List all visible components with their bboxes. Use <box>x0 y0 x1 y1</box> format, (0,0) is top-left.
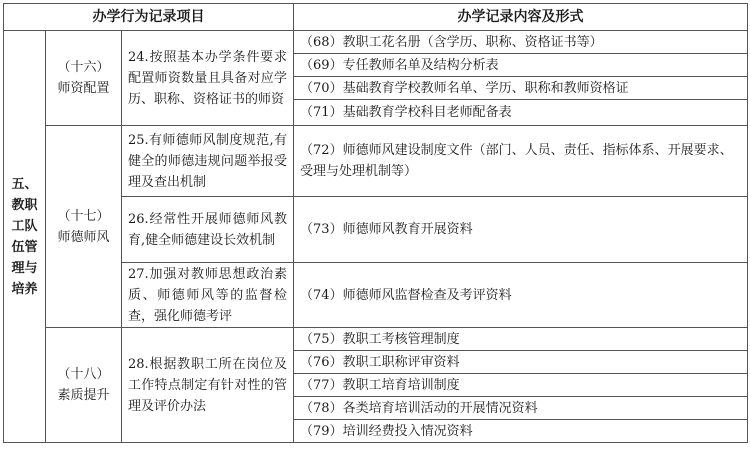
group-cell <box>46 328 122 443</box>
group-name: 素质提升 <box>57 388 110 403</box>
item-text: 26.经常性开展师德师风教育,健全师德建设长效机制 <box>122 197 294 263</box>
section-label-line: 五、 <box>11 176 38 192</box>
records-table <box>3 3 748 443</box>
item-text: 25.有师德师风制度规范,有健全的师德违规问题举报受理及查出机制 <box>122 126 294 197</box>
record-item: （76）教职工职称评审资料 <box>294 351 748 374</box>
item-text: 24.按照基本办学条件要求配置师资数量且具备对应学历、职称、资格证书的师资 <box>122 31 294 126</box>
section-label <box>4 31 46 443</box>
record-item: （78）各类培育培训活动的开展情况资料 <box>294 397 748 420</box>
section-label-line: 教职 <box>11 197 38 213</box>
section-label-line: 伍管 <box>11 239 38 255</box>
record-item: （68）教职工花名册（含学历、职称、资格证书等） <box>294 31 748 54</box>
group-cell <box>46 31 122 126</box>
section-label-line: 理与 <box>11 260 38 276</box>
group-number: （十八） <box>57 367 110 382</box>
group-number: （十六） <box>57 60 110 75</box>
record-item: （73）师德师风教育开展资料 <box>294 197 748 263</box>
record-item: （69）专任教师名单及结构分析表 <box>294 54 748 77</box>
record-item: （74）师德师风监督检查及考评资料 <box>294 263 748 328</box>
section-label-line: 工队 <box>11 218 38 234</box>
item-text: 28.根据教职工所在岗位及工作特点制定有针对性的管理及评价办法 <box>122 328 294 443</box>
group-name: 师资配置 <box>57 81 110 96</box>
item-text: 27.加强对教师思想政治素质、师德师风等的监督检查，强化师德考评 <box>122 263 294 328</box>
group-cell <box>46 126 122 328</box>
group-name: 师德师风 <box>57 229 110 245</box>
record-item: （72）师德师风建设制度文件（部门、人员、责任、指标体系、开展要求、受理与处理机制等） <box>294 126 748 197</box>
group-number: （十七） <box>57 208 110 224</box>
record-item: （75）教职工考核管理制度 <box>294 328 748 351</box>
record-item: （71）基础教育学校科目老师配备表 <box>294 100 748 126</box>
record-item: （70）基础教育学校教师名单、学历、职称和教师资格证 <box>294 77 748 100</box>
header-right: 办学记录内容及形式 <box>294 4 748 31</box>
record-item: （79）培训经费投入情况资料 <box>294 420 748 443</box>
section-label-line: 培养 <box>11 281 38 297</box>
header-left: 办学行为记录项目 <box>4 4 294 31</box>
record-item: （77）教职工培育培训制度 <box>294 374 748 397</box>
